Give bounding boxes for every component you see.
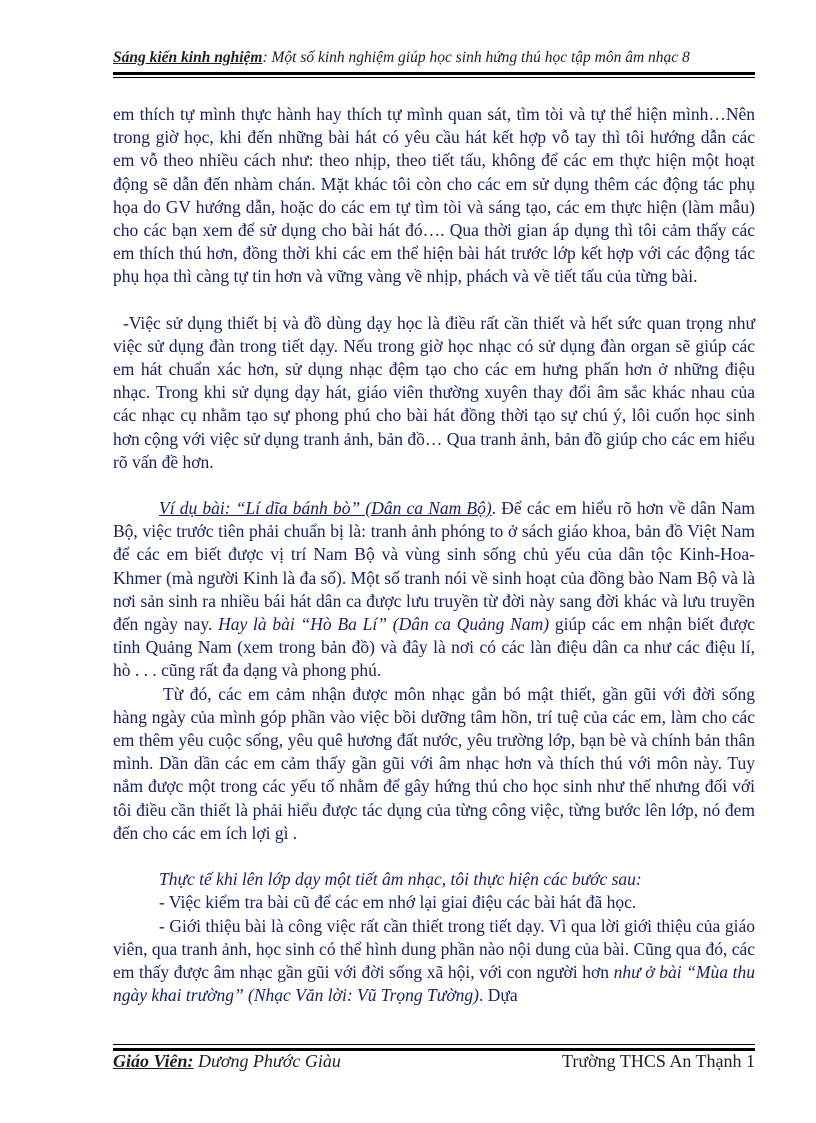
header-rule-thin [113,77,755,78]
paragraph-1: em thích tự mình thực hành hay thích tự mình quan sát, tìm tòi và tự thể hiện mình…Nên trong giờ học, khi đến những bài hát có yêu cầu hát kết hợp vỗ tay thì tôi hướng dẫn các em vỗ theo nhiều cách như: theo nhịp, theo tiết tấu, không để các em thực hiện một hoạt động sẽ dẫn đến nhàm chán. Mặt khác tôi còn cho các em sử dụng thêm các động tác phụ họa do GV hướng dẫn, hoặc do các em tự tìm tòi và sáng tạo, các em thực hiện (làm mẫu) cho các bạn xem để sử dụng cho bài hát đó…. Qua thời gian áp dụng thì tôi cảm thấy các em thích thú hơn, đồng thời khi các em thể hiện bài hát trước lớp kết hợp với các động tác phụ họa thì càng tự tin hơn và vững vàng về nhịp, phách và về tiết tấu của từng bài. [113,104,755,287]
steps-intro: Thực tế khi lên lớp dạy một tiết âm nhạc, tôi thực hiện các bước sau: [159,869,642,890]
paragraph-4: Từ đó, các em cảm nhận được môn nhạc gắn bó mật thiết, gần gũi với đời sống hàng ngày của mình góp phần vào việc bồi dưỡng tâm hồn, trí tuệ của các em, làm cho các em thêm yêu cuộc sống, yêu quê hương đất nước, yêu trường lớp, bạn bè và chính bản thân mình. Dần dần các em cảm thấy gần gũi với âm nhạc hơn và thích thú với môn này. Tuy nắm được một trong các yếu tố nhằm để gây hứng thú cho học sinh như thế nhưng đối với tôi điều cần thiết là phải hiểu được tác dụng của từng công việc, từng bước lên lớp, nó đem đến cho các em ích lợi gì . [113,683,755,843]
song-reference: như ở bài “Mùa thu ngày khai trường” (Nhạc Văn lời: Vũ Trọng Tường) [113,961,755,1006]
example-title: Ví dụ bài: “Lí dĩa bánh bò” (Dân ca Nam Bộ) [159,498,492,519]
footer-teacher [113,1051,341,1072]
footer-school: Trường THCS An Thạnh 1 [562,1051,755,1071]
header-title: : Một số kinh nghiệm giúp học sinh hứng thú học tập môn âm nhạc 8 [262,49,690,66]
paragraph-3: Ví dụ bài: “Lí dĩa bánh bò” (Dân ca Nam Bộ). Để các em hiểu rõ hơn về dân Nam Bộ, việc trước tiên phải chuẩn bị là: tranh ảnh phóng to ở sách giáo khoa, bản đồ Việt Nam để các em biết được vị trí Nam Bộ và vùng sinh sống chủ yếu của dân tộc Kinh-Hoa-Khmer (mà người Kinh là đa số). Một số tranh nói về sinh hoạt của đồng bào Nam Bộ và là nơi sản sinh ra nhiều bái hát dân ca được lưu truyền từ đời này sang đời khác và lưu truyền đến ngày nay. Hay là bài “Hò Ba Lí” (Dân ca Quảng Nam) giúp các em nhận biết được tỉnh Quảng Nam (xem trong bản đồ) và đây là nơi có các làn điệu dân ca như các điệu lí, hò . . . cũng rất đa dạng và phong phú. [113,498,756,681]
step-item-2: - Giới thiệu bài là công việc rất cần thiết trong tiết dạy. Vì qua lời giới thiệu của giáo viên, qua tranh ảnh, học sinh có thể hình dung phần nào nội dung của bài. Cũng qua đó, các em thấy được âm nhạc gần gũi với đời sống xã hội, với con người hơn như ở bài “Mùa thu ngày khai trường” (Nhạc Văn lời: Vũ Trọng Tường). Dựa [113,915,755,1006]
paragraph-2: -Việc sử dụng thiết bị và đồ dùng dạy học là điều rất cần thiết và hết sức quan trọng như việc sử dụng đàn trong tiết dạy. Nếu trong giờ học nhạc có sử dụng đàn organ sẽ giúp các em hát chuẩn xác hơn, sử dụng nhạc đệm tạo cho các em hưng phấn hơn ở những điệu nhạc. Trong khi sử dụng dạy hát, giáo viên thường xuyên thay đổi âm sắc khác nhau của các nhạc cụ nhằm tạo sự phong phú cho bài hát đồng thời tạo sự chú ý, lôi cuốn học sinh hơn cộng với việc sử dụng tranh ảnh, bản đồ… Qua tranh ảnh, bản đồ giúp cho các em hiểu rõ vấn đề hơn. [113,312,755,472]
header-rule-thick [113,72,755,75]
page-header [113,49,755,67]
footer-rule-thin [113,1044,755,1045]
header-label: Sáng kiến kinh nghiệm [113,49,263,66]
teacher-name: Dương Phước Giàu [193,1051,341,1071]
example-title-2: Hay là bài “Hò Ba Lí” (Dân ca Quảng Nam) [218,614,550,635]
page-body [113,103,755,1007]
step-item-1: - Việc kiểm tra bài cũ để các em nhớ lại giai điệu các bài hát đã học. [159,892,637,913]
teacher-label: Giáo Viên: [113,1051,194,1071]
